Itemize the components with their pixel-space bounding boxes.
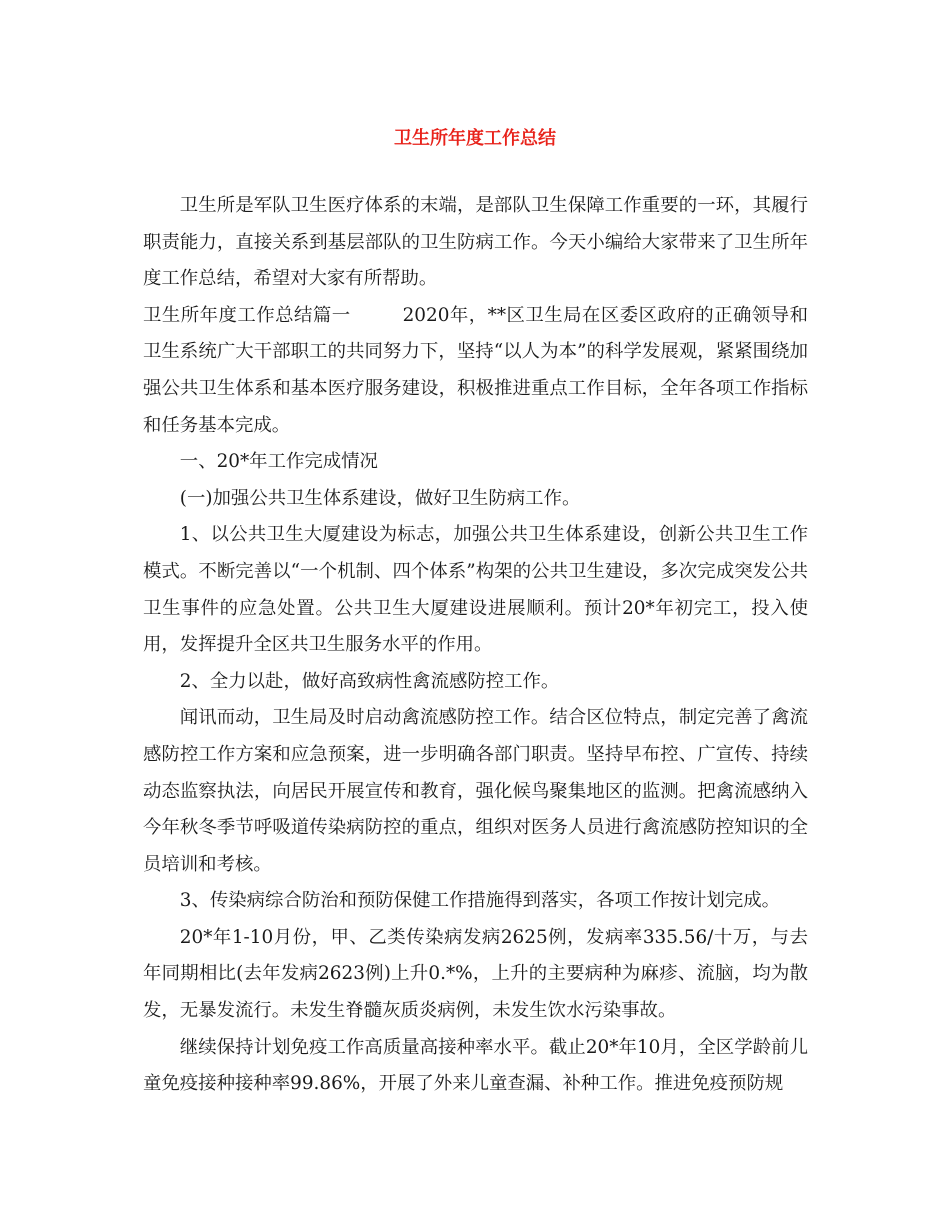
paragraph-intro: 卫生所是军队卫生医疗体系的末端，是部队卫生保障工作重要的一环，其履行职责能力，直接关系到基层部队的卫生防病工作。今天小编给大家带来了卫生所年度工作总结，希望对大家有所帮助。	[143, 195, 808, 290]
heading-item-3: 3、传染病综合防治和预防保健工作措施得到落实，各项工作按计划完成。	[179, 890, 780, 912]
section-heading-part-one: 卫生所年度工作总结篇一	[143, 304, 351, 326]
paragraph-part-one-text: 2020年，**区卫生局在区委区政府的正确领导和卫生系统广大干部职工的共同努力下，坚持“以人为本”的科学发展观，紧紧围绕加强公共卫生体系和基本医疗服务建设，积极推进重点工作目标，全年各项工作指标和任务基本完成。	[143, 304, 808, 436]
paragraph-immunization: 继续保持计划免疫工作高质量高接种率水平。截止20*年10月，全区学龄前儿童免疫接种接种率99.86%，开展了外来儿童查漏、补种工作。推进免疫预防规	[143, 1036, 808, 1095]
paragraph-bird-flu: 闻讯而动，卫生局及时启动禽流感防控工作。结合区位特点，制定完善了禽流感防控工作方案和应急预案，进一步明确各部门职责。坚持早布控、广宣传、持续动态监察执法，向居民开展宣传和教育，强化候鸟聚集地区的监测。把禽流感纳入今年秋冬季节呼吸道传染病防控的重点，组织对医务人员进行禽流感防控知识的全员培训和考核。	[143, 707, 808, 875]
paragraph-part-one	[143, 298, 808, 444]
heading-work-completion: 一、20*年工作完成情况	[179, 451, 378, 473]
paragraph-item-1: 1、以公共卫生大厦建设为标志，加强公共卫生体系建设，创新公共卫生工作模式。不断完善以“一个机制、四个体系”构架的公共卫生建设，多次完成突发公共卫生事件的应急处置。公共卫生大厦建设进展顺利。预计20*年初完工，投入使用，发挥提升全区共卫生服务水平的作用。	[143, 524, 808, 656]
document-body	[143, 188, 808, 1103]
paragraph-disease-stats: 20*年1-10月份，甲、乙类传染病发病2625例，发病率335.56/十万，与去年同期相比(去年发病2623例)上升0.*%，上升的主要病种为麻疹、流脑，均为散发，无暴发流行。未发生脊髓灰质炎病例，未发生饮水污染事故。	[143, 926, 808, 1022]
document-title: 卫生所年度工作总结	[394, 128, 556, 149]
heading-item-2: 2、全力以赴，做好高致病性禽流感防控工作。	[179, 670, 560, 692]
heading-public-health: (一)加强公共卫生体系建设，做好卫生防病工作。	[179, 487, 581, 509]
